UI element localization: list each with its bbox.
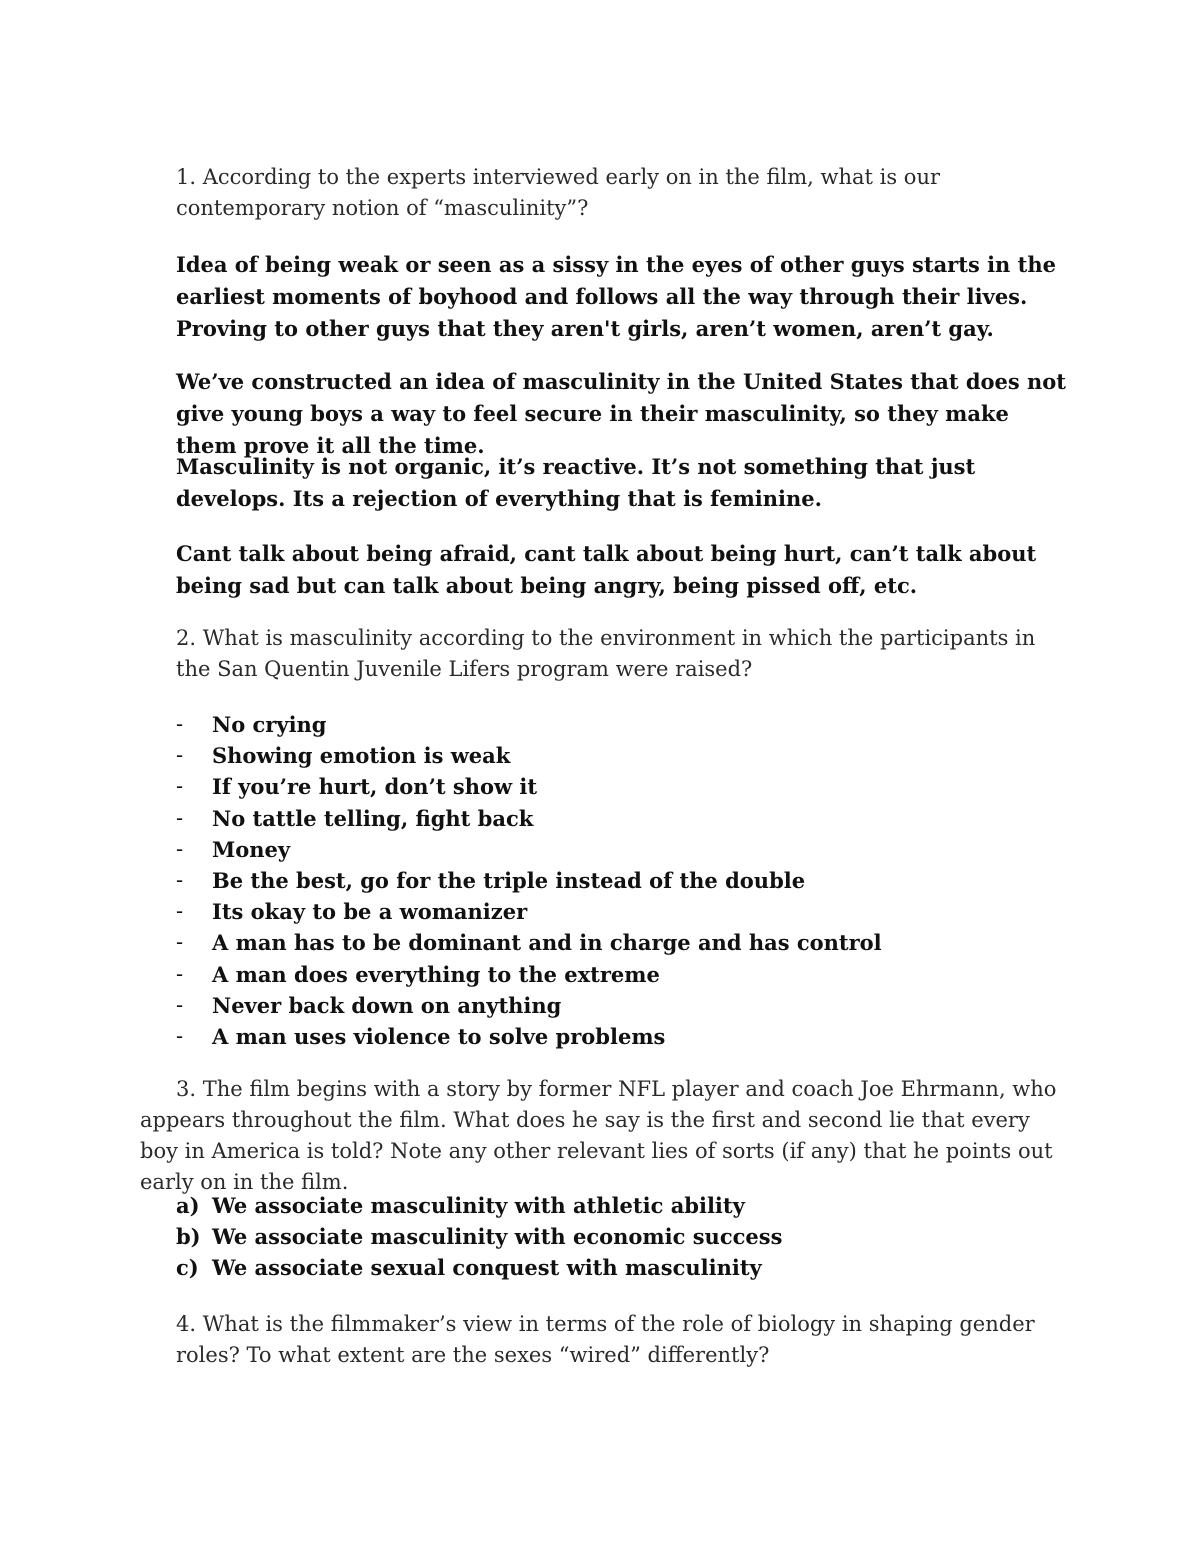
- list-item: [176, 1021, 1076, 1052]
- list-item-text: No tattle telling, fight back: [212, 805, 534, 831]
- dash-bullet: -: [176, 712, 184, 736]
- list-item-text: A man does everything to the extreme: [212, 961, 660, 987]
- dash-bullet: -: [176, 1024, 184, 1049]
- dash-bullet: -: [176, 868, 184, 893]
- list-item: [176, 1252, 1076, 1283]
- question-2: 2. What is masculinity according to the environment in which the participants in the San Quentin Juvenile Lifers program were raised?: [176, 626, 1036, 681]
- list-item-text: Money: [212, 836, 291, 862]
- list-item-text: A man uses violence to solve problems: [212, 1024, 666, 1050]
- dash-bullet: -: [176, 805, 184, 830]
- question-4: 4. What is the filmmaker’s view in terms of the role of biology in shaping gender roles? To what extent are the sexes “wired” differently?: [176, 1312, 1035, 1367]
- list-marker: c): [176, 1255, 199, 1281]
- answer-1-paragraph: Idea of being weak or seen as a sissy in the eyes of other guys starts in the earliest moments of boyhood and follows all the way through their lives. Proving to other guys that they aren't girls, aren’t women, aren’t gay.: [176, 252, 1056, 341]
- list-item-text: Its okay to be a womanizer: [212, 899, 528, 925]
- list-item: [176, 771, 1076, 802]
- answer-1-paragraph: Cant talk about being afraid, cant talk about being hurt, can’t talk about being sad but can talk about being angry, being pissed off, etc.: [176, 541, 1037, 598]
- answer-2-list: [176, 709, 1076, 1052]
- list-item: [176, 834, 1076, 865]
- list-marker: a): [176, 1193, 200, 1218]
- question-3: 3. The film begins with a story by former NFL player and coach Joe Ehrmann, who appears throughout the film. What does he say is the first and second lie that every boy in America is told? Note any other relevant lies of sorts (if any) that he points out early on in the film.: [140, 1077, 1057, 1194]
- list-item-text: No crying: [212, 712, 327, 737]
- list-item-text: Never back down on anything: [212, 992, 562, 1018]
- list-item: [176, 1190, 1076, 1221]
- list-item-text: We associate masculinity with athletic ability: [212, 1193, 745, 1218]
- list-item: [176, 959, 1076, 990]
- list-item: [176, 990, 1076, 1021]
- list-item-text: A man has to be dominant and in charge and has control: [212, 930, 882, 956]
- answer-1-paragraph: We’ve constructed an idea of masculinity in the United States that does not give young boys a way to feel secure in their masculinity, so they make them prove it all the time.: [176, 369, 1066, 458]
- dash-bullet: -: [176, 836, 184, 861]
- list-item: [176, 709, 1076, 740]
- list-item: [176, 896, 1076, 927]
- list-item-text: Showing emotion is weak: [212, 743, 511, 769]
- dash-bullet: -: [176, 774, 184, 799]
- dash-bullet: -: [176, 992, 184, 1017]
- list-item-text: Be the best, go for the triple instead of the double: [212, 868, 806, 894]
- question-1: 1. According to the experts interviewed early on in the film, what is our contemporary notion of “masculinity”?: [176, 165, 941, 220]
- dash-bullet: -: [176, 899, 184, 924]
- list-item: [176, 740, 1076, 771]
- dash-bullet: -: [176, 961, 184, 986]
- list-item-text: If you’re hurt, don’t show it: [212, 774, 538, 800]
- list-item-text: We associate sexual conquest with masculinity: [212, 1255, 762, 1281]
- answer-1-paragraph: Masculinity is not organic, it’s reactive. It’s not something that just develops. Its a rejection of everything that is feminine.: [176, 454, 976, 511]
- list-item: [176, 1221, 1076, 1252]
- list-marker: b): [176, 1224, 201, 1250]
- list-item: [176, 927, 1076, 958]
- dash-bullet: -: [176, 930, 184, 955]
- list-item-text: We associate masculinity with economic success: [212, 1224, 783, 1250]
- dash-bullet: -: [176, 743, 184, 768]
- answer-3-list: [176, 1190, 1076, 1284]
- list-item: [176, 865, 1076, 896]
- list-item: [176, 803, 1076, 834]
